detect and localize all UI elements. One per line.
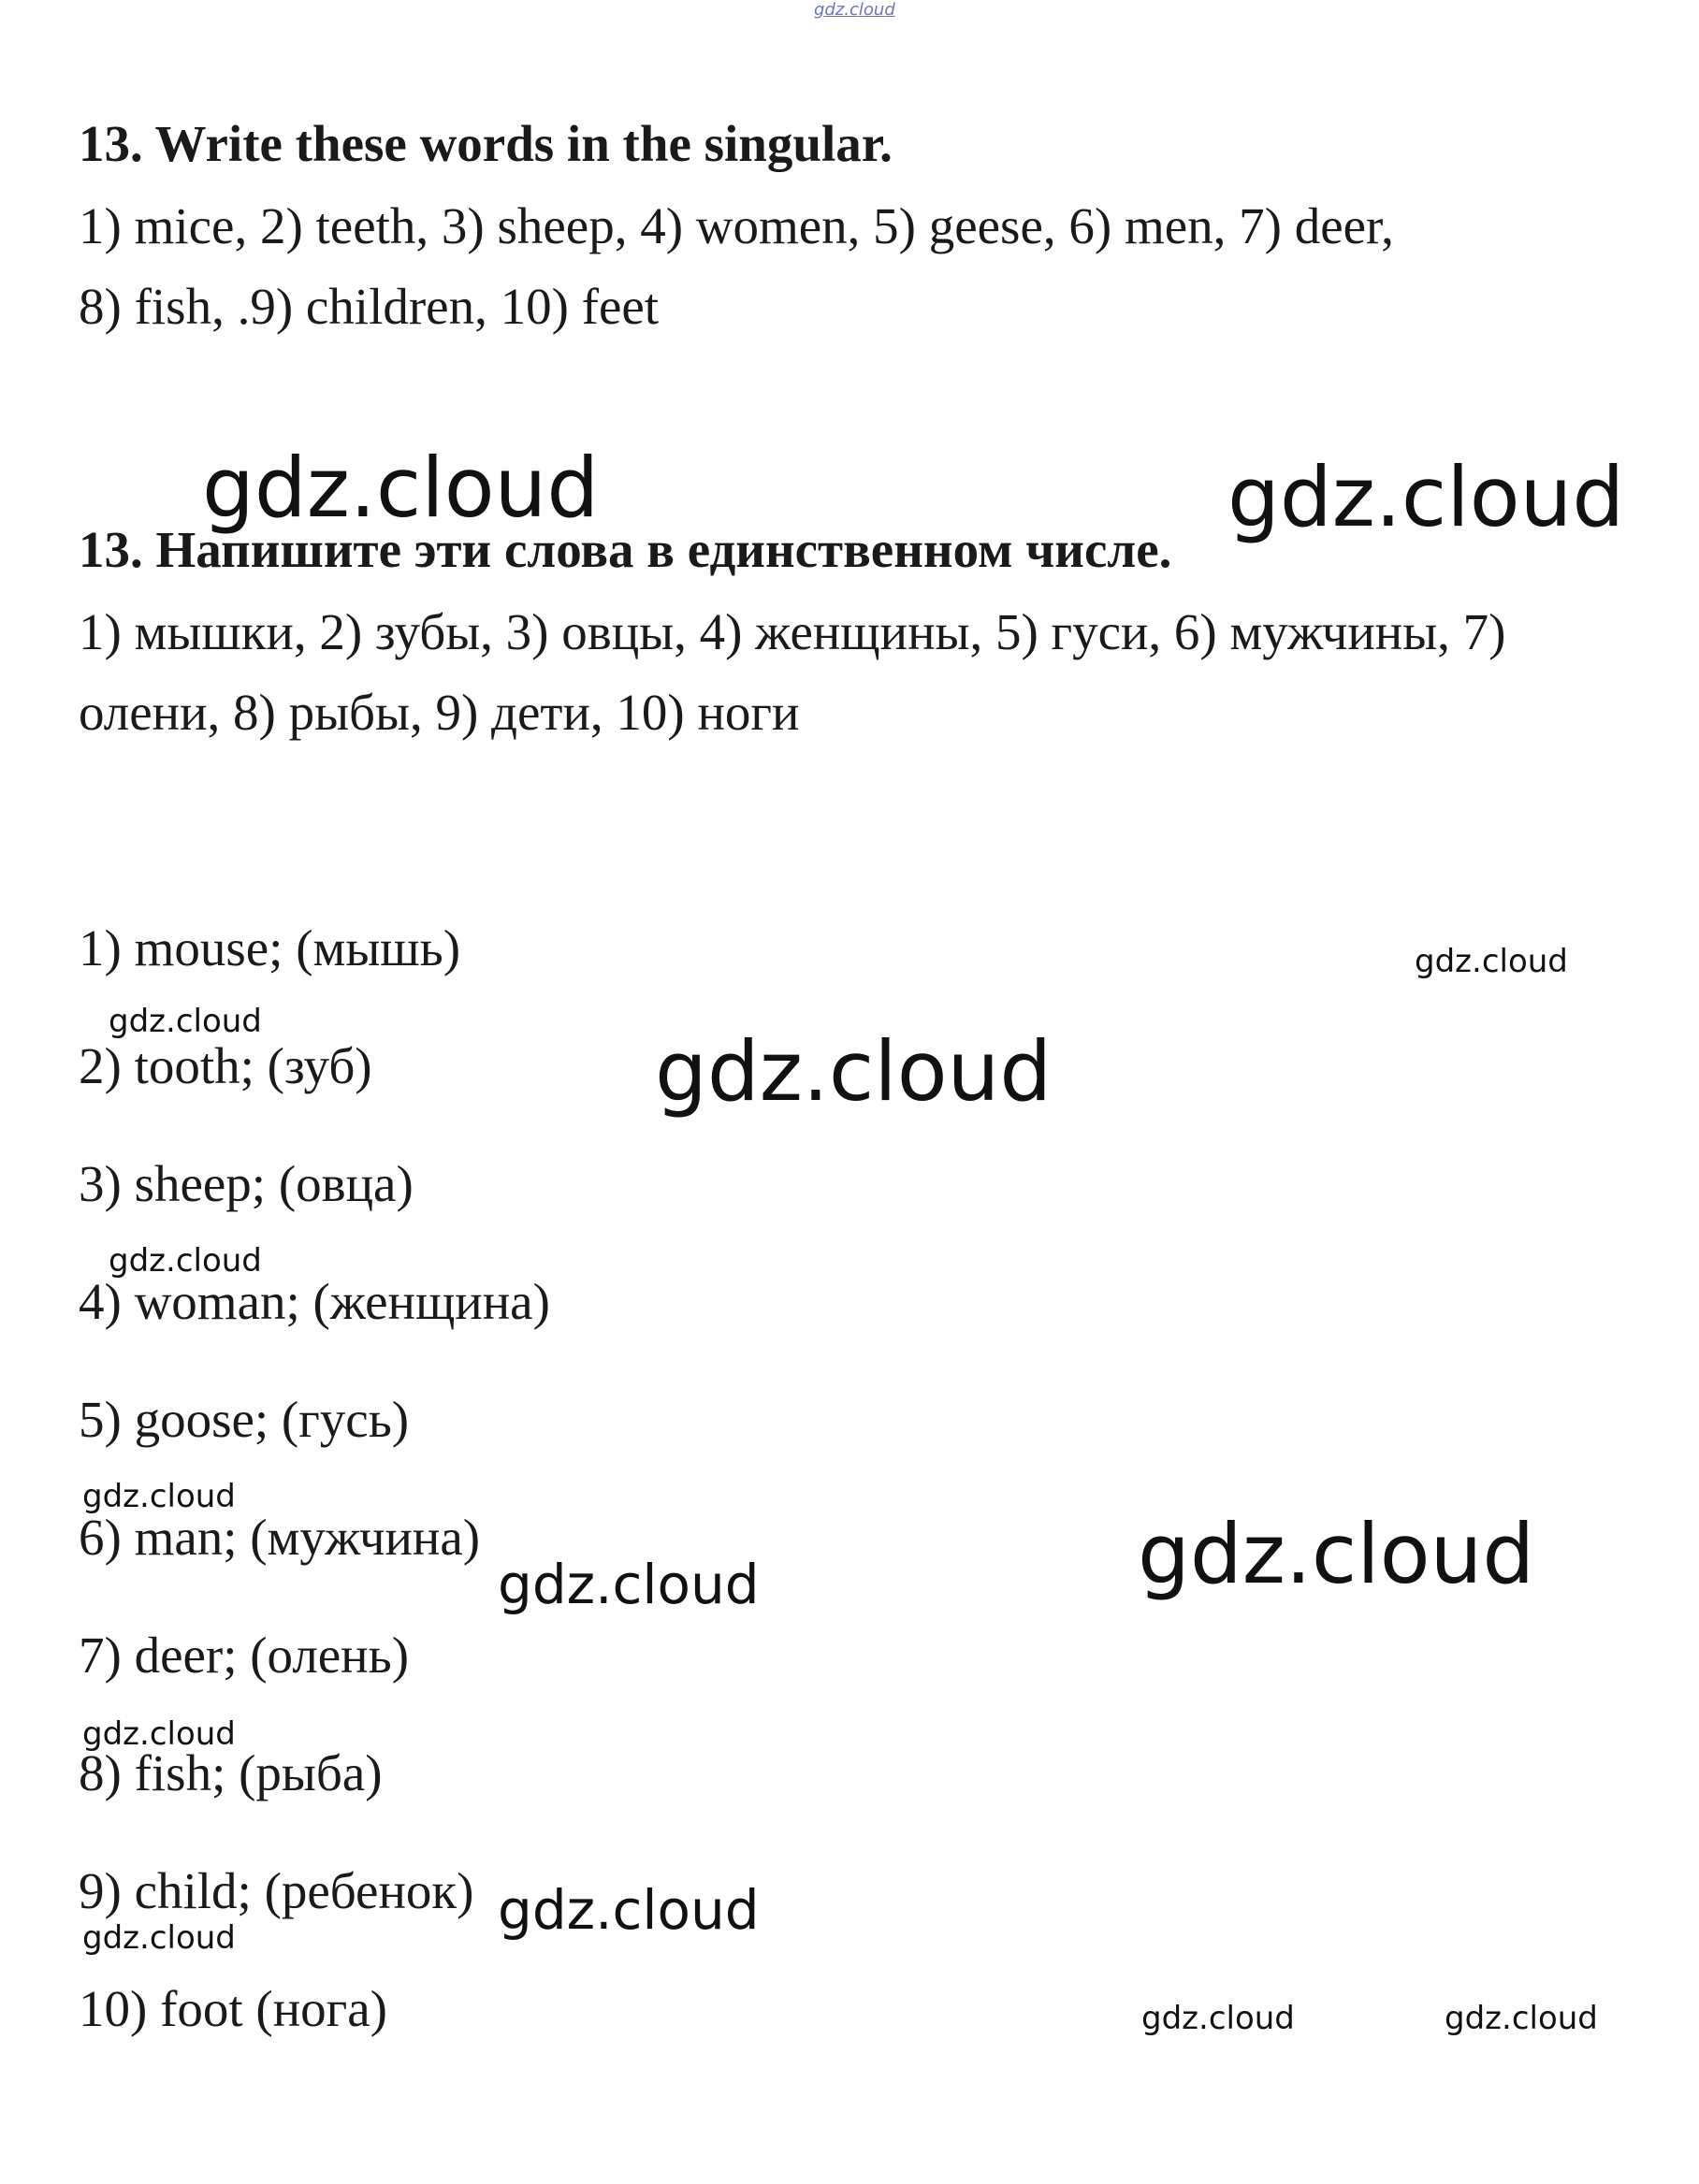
- watermark: gdz.cloud: [109, 1242, 262, 1280]
- russian-line-2: олени, 8) рыбы, 9) дети, 10) ноги: [79, 684, 800, 741]
- english-line-2: 8) fish, .9) children, 10) feet: [79, 278, 660, 335]
- watermark: gdz.cloud: [1138, 1506, 1535, 1602]
- watermark: gdz.cloud: [655, 1023, 1053, 1120]
- russian-line-1: 1) мышки, 2) зубы, 3) овцы, 4) женщины, 5) гуси, 6) мужчины, 7): [79, 603, 1506, 660]
- answer-item: 1) mouse; (мышь): [79, 919, 461, 976]
- russian-heading: 13. Напишите эти слова в единственном числе.: [79, 521, 1172, 578]
- watermark: gdz.cloud: [1415, 943, 1568, 980]
- watermark: gdz.cloud: [82, 1715, 236, 1753]
- watermark: gdz.cloud: [498, 1553, 760, 1616]
- answer-item: 6) man; (мужчина): [79, 1509, 481, 1566]
- answer-item: 2) tooth; (зуб): [79, 1037, 372, 1094]
- watermark: gdz.cloud: [82, 1478, 236, 1515]
- answer-item: 5) goose; (гусь): [79, 1391, 410, 1448]
- watermark: gdz.cloud: [1227, 449, 1625, 545]
- answer-item: 9) child; (ребенок): [79, 1862, 474, 1919]
- watermark: gdz.cloud: [109, 1003, 262, 1040]
- watermark: gdz.cloud: [82, 1919, 236, 1957]
- watermark: gdz.cloud: [202, 440, 600, 536]
- answer-item: 10) foot (нога): [79, 1980, 387, 2037]
- english-heading: 13. Write these words in the singular.: [79, 115, 893, 172]
- answer-item: 8) fish; (рыба): [79, 1744, 383, 1801]
- watermark: gdz.cloud: [1445, 2000, 1598, 2037]
- answer-item: 3) sheep; (овца): [79, 1155, 414, 1212]
- watermark: gdz.cloud: [1141, 2000, 1295, 2037]
- watermark: gdz.cloud: [498, 1878, 760, 1942]
- answer-item: 4) woman; (женщина): [79, 1273, 550, 1330]
- english-line-1: 1) mice, 2) teeth, 3) sheep, 4) women, 5) geese, 6) men, 7) deer,: [79, 197, 1394, 254]
- answer-item: 7) deer; (олень): [79, 1627, 410, 1684]
- header-watermark: gdz.cloud: [814, 0, 895, 20]
